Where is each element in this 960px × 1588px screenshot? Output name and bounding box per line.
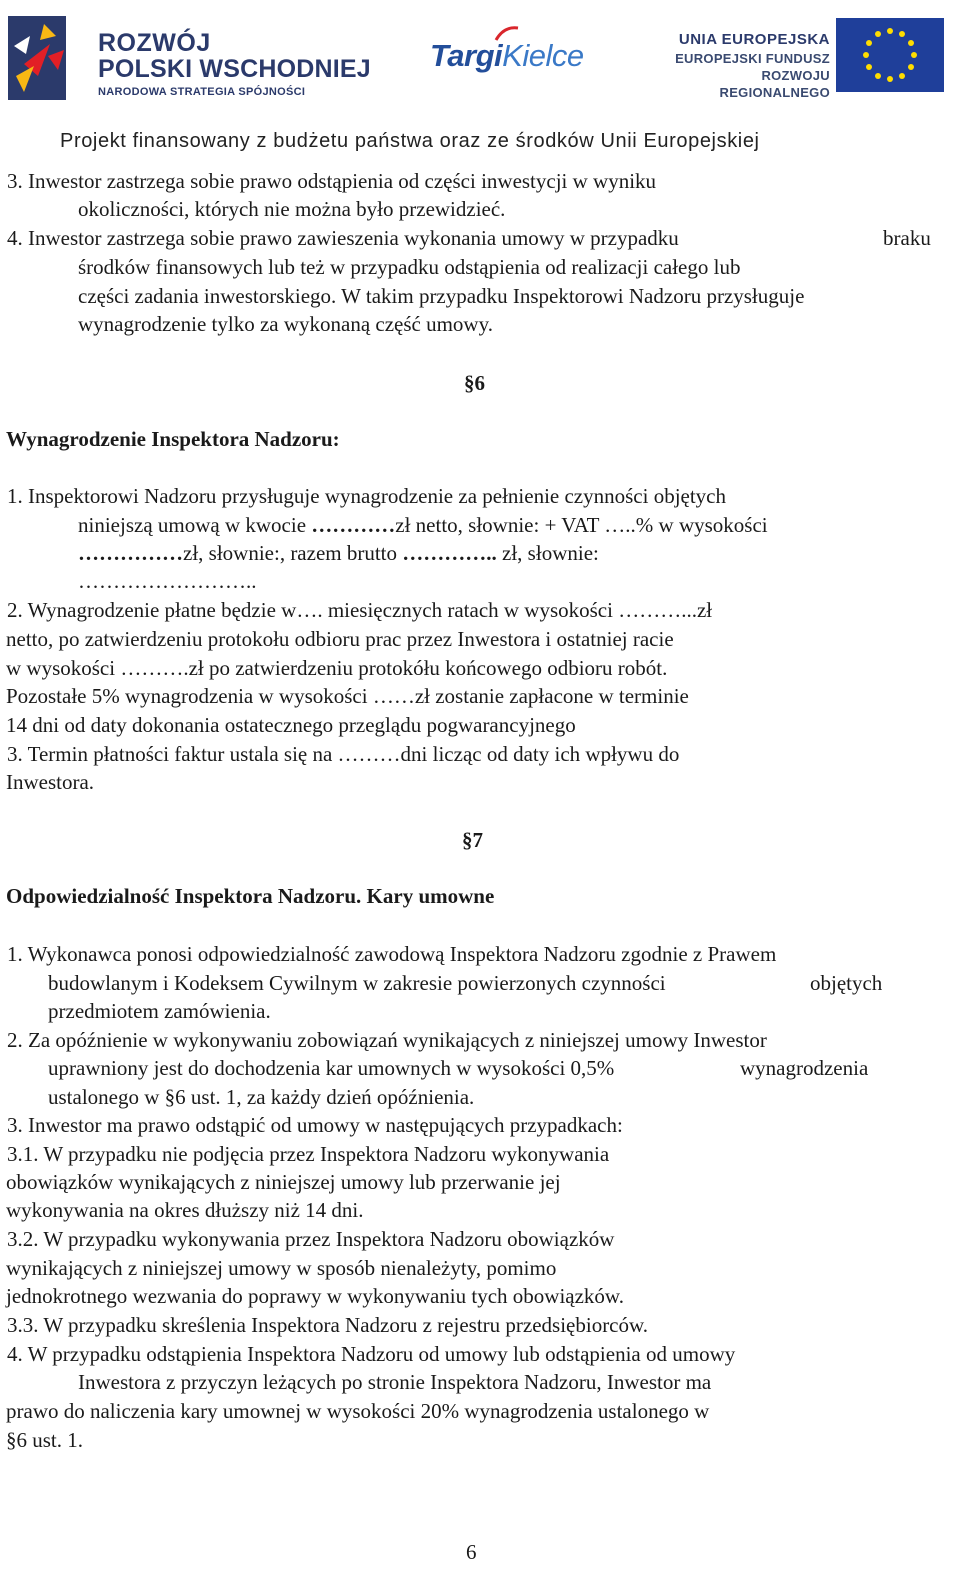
text-line: 3.3. W przypadku skreślenia Inspektora Nadzoru z rejestru przedsiębiorców. [7,1313,649,1337]
text-line: jednokrotnego wezwania do poprawy w wykonywaniu tych obowiązków. [6,1284,624,1308]
blank-field: ………….. [402,541,497,565]
text-line: 4. W przypadku odstąpienia Inspektora Nadzoru od umowy lub odstąpienia od umowy [7,1342,736,1366]
rpw-logo-text [98,30,371,101]
document-header [0,0,960,160]
text-line: uprawniony jest do dochodzenia kar umownych w wysokości 0,5% [48,1056,615,1080]
text-line: Pozostałe 5% wynagrodzenia w wysokości ……zł zostanie zapłacone w terminie [6,684,689,708]
section-7-heading: Odpowiedzialność Inspektora Nadzoru. Kary umowne [6,884,495,908]
text-line: prawo do naliczenia kary umownej w wysokości 20% wynagrodzenia ustalonego w [6,1399,710,1423]
text-line: 2. Wynagrodzenie płatne będzie w…. miesięcznych ratach w wysokości ………...zł [7,598,713,622]
text-line: okoliczności, których nie można było przewidzieć. [78,197,506,221]
targi-logo-part2: Kielce [502,38,584,73]
text-line: wynagrodzenia [740,1056,869,1080]
rpw-title-1: ROZWÓJ [98,29,211,57]
text-line: 14 dni od daty dokonania ostatecznego przeglądu pogwarancyjnego [6,713,576,737]
rozwoj-polski-wschodniej-logo [4,6,94,106]
eu-fund-line-1: EUROPEJSKI FUNDUSZ [675,51,830,66]
text-line: 3. Termin płatności faktur ustala się na ………dni licząc od daty ich wpływu do [7,742,680,766]
text-line: objętych [810,971,883,995]
rpw-subtitle: NARODOWA STRATEGIA SPÓJNOŚCI [98,86,306,98]
text-line: 3. Inwestor zastrzega sobie prawo odstąpienia od części inwestycji w wyniku [7,169,657,193]
text-line: 3. Inwestor ma prawo odstąpić od umowy w następujących przypadkach: [7,1113,623,1137]
text-line: Inwestora. [6,770,95,794]
text-span: niniejszą umową w kwocie [78,513,312,537]
text-span: zł netto, słownie: + VAT …..% w wysokości [395,513,768,537]
text-line: 1. Inspektorowi Nadzoru przysługuje wynagrodzenie za pełnienie czynności objętych [7,484,727,508]
section-6-heading: Wynagrodzenie Inspektora Nadzoru: [6,427,340,451]
blank-field: ………… [311,513,396,537]
eu-title: UNIA EUROPEJSKA [678,31,830,48]
blank-field-line: …………………….. [78,569,257,593]
text-line: wynikających z niniejszej umowy w sposób nienależyty, pomimo [6,1256,557,1280]
text-line: 4. Inwestor zastrzega sobie prawo zawieszenia wykonania umowy w przypadku [7,226,679,250]
section-7-symbol: §7 [462,828,483,852]
text-line: netto, po zatwierdzeniu protokołu odbioru prac przez Inwestora i ostatniej racie [6,627,674,651]
text-line [78,512,768,538]
text-line: wynagrodzenie tylko za wykonaną część umowy. [78,312,493,336]
blank-field: …………… [78,541,183,565]
rpw-title-2: POLSKI WSCHODNIEJ [98,55,371,83]
text-line: 3.2. W przypadku wykonywania przez Inspektora Nadzoru obowiązków [7,1227,615,1251]
eu-flag-icon [836,18,944,92]
targi-kielce-logo [430,38,584,74]
text-line: części zadania inwestorskiego. W takim przypadku Inspektorowi Nadzoru przysługuje [78,284,805,308]
eu-logo-text [650,30,830,101]
section-6-symbol: §6 [464,371,485,395]
text-line: Inwestora z przyczyn leżących po stronie Inspektora Nadzoru, Inwestor ma [78,1370,712,1394]
targi-logo-part1: Targi [430,38,503,73]
page-number: 6 [466,1540,477,1564]
text-line: środków finansowych lub też w przypadku odstąpienia od realizacji całego lub [78,255,741,279]
text-line: §6 ust. 1. [6,1428,84,1452]
text-line: 2. Za opóźnienie w wykonywaniu zobowiązań wynikających z niniejszej umowy Inwestor [7,1028,767,1052]
text-line: obowiązków wynikających z niniejszej umowy lub przerwanie jej [6,1170,561,1194]
text-line: 3.1. W przypadku nie podjęcia przez Inspektora Nadzoru wykonywania [7,1142,610,1166]
text-line: budowlanym i Kodeksem Cywilnym w zakresie powierzonych czynności [48,971,666,995]
text-line: ustalonego w §6 ust. 1, za każdy dzień opóźnienia. [48,1085,475,1109]
funding-note: Projekt finansowany z budżetu państwa oraz ze środków Unii Europejskiej [60,130,760,152]
text-line: 1. Wykonawca ponosi odpowiedzialność zawodową Inspektora Nadzoru zgodnie z Prawem [7,942,777,966]
text-line: wykonywania na okres dłuższy niż 14 dni. [6,1198,364,1222]
text-line [78,540,599,566]
eu-fund-line-2: ROZWOJU REGIONALNEGO [719,68,830,100]
text-line: w wysokości ……….zł po zatwierdzeniu protokółu końcowego odbioru robót. [6,656,668,680]
text-span: zł, słownie:, razem brutto [183,541,403,565]
text-span: zł, słownie: [496,541,599,565]
text-line: braku [883,226,931,250]
text-line: przedmiotem zamówienia. [48,999,271,1023]
